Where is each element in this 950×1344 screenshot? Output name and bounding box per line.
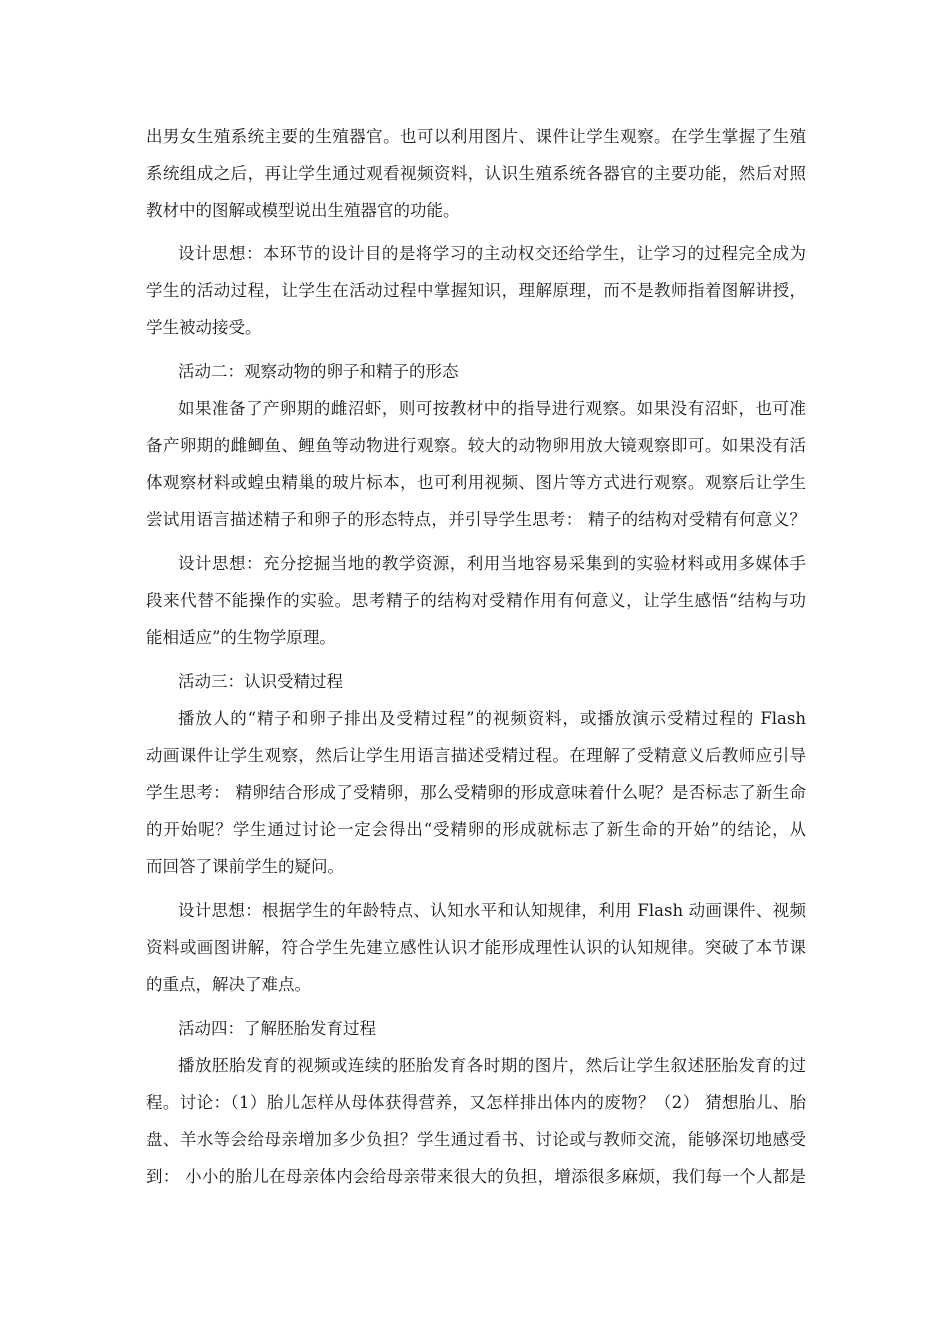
text-line: 动画课件让学生观察，然后让学生用语言描述受精过程。在理解了受精意义后教师应引导 [146, 746, 806, 765]
text-line: 系统组成之后，再让学生通过观看视频资料，认识生殖系统各器官的主要功能，然后对照 [146, 164, 806, 183]
text-line: 设计思想：根据学生的年龄特点、认知水平和认知规律，利用 Flash 动画课件、视频 [178, 901, 806, 920]
text-line: 学生的活动过程，让学生在活动过程中掌握知识，理解原理，而不是教师指着图解讲授， [146, 281, 806, 300]
text-line: 设计思想：本环节的设计目的是将学习的主动权交还给学生，让学习的过程完全成为 [178, 244, 806, 263]
text-line: 播放胚胎发育的视频或连续的胚胎发育各时期的图片，然后让学生叙述胚胎发育的过 [178, 1056, 806, 1075]
text-line: 的开始呢？学生通过讨论一定会得出“受精卵的形成就标志了新生命的开始”的结论，从 [146, 820, 806, 839]
text-line: 资料或画图讲解，符合学生先建立感性认识才能形成理性认识的认知规律。突破了本节课 [146, 938, 806, 957]
text-line: 学生被动接受。 [146, 318, 262, 337]
section-heading: 活动四：了解胚胎发育过程 [178, 1019, 376, 1038]
text-line: 播放人的“精子和卵子排出及受精过程”的视频资料，或播放演示受精过程的 Flash [178, 709, 806, 728]
text-line: 的重点，解决了难点。 [146, 975, 311, 994]
section-heading: 活动三：认识受精过程 [178, 672, 343, 691]
text-line: 出男女生殖系统主要的生殖器官。也可以利用图片、课件让学生观察。在学生掌握了生殖 [146, 127, 806, 146]
text-line: 如果准备了产卵期的雌沼虾，则可按教材中的指导进行观察。如果没有沼虾，也可准 [178, 399, 806, 418]
text-line: 盘、羊水等会给母亲增加多少负担？学生通过看书、讨论或与教师交流，能够深切地感受 [146, 1130, 806, 1149]
text-line: 设计思想：充分挖掘当地的教学资源，利用当地容易采集到的实验材料或用多媒体手 [178, 554, 806, 573]
text-line: 段来代替不能操作的实验。思考精子的结构对受精作用有何意义，让学生感悟“结构与功 [146, 591, 806, 610]
text-line: 教材中的图解或模型说出生殖器官的功能。 [146, 201, 460, 220]
text-line: 程。讨论：（1）胎儿怎样从母体获得营养，又怎样排出体内的废物？（2） 猜想胎儿、胎 [146, 1093, 806, 1112]
text-line: 备产卵期的雌鲫鱼、鲤鱼等动物进行观察。较大的动物卵用放大镜观察即可。如果没有活 [146, 436, 806, 455]
text-line: 尝试用语言描述精子和卵子的形态特点，并引导学生思考： 精子的结构对受精有何意义？ [146, 510, 806, 529]
text-line: 体观察材料或蝗虫精巢的玻片标本，也可利用视频、图片等方式进行观察。观察后让学生 [146, 473, 806, 492]
text-line: 学生思考： 精卵结合形成了受精卵，那么受精卵的形成意味着什么呢？是否标志了新生命 [146, 783, 806, 802]
text-line: 而回答了课前学生的疑问。 [146, 857, 344, 876]
section-heading: 活动二：观察动物的卵子和精子的形态 [178, 362, 459, 381]
text-line: 到： 小小的胎儿在母亲体内会给母亲带来很大的负担，增添很多麻烦，我们每一个人都是 [146, 1167, 806, 1186]
text-line: 能相适应”的生物学原理。 [146, 628, 336, 647]
